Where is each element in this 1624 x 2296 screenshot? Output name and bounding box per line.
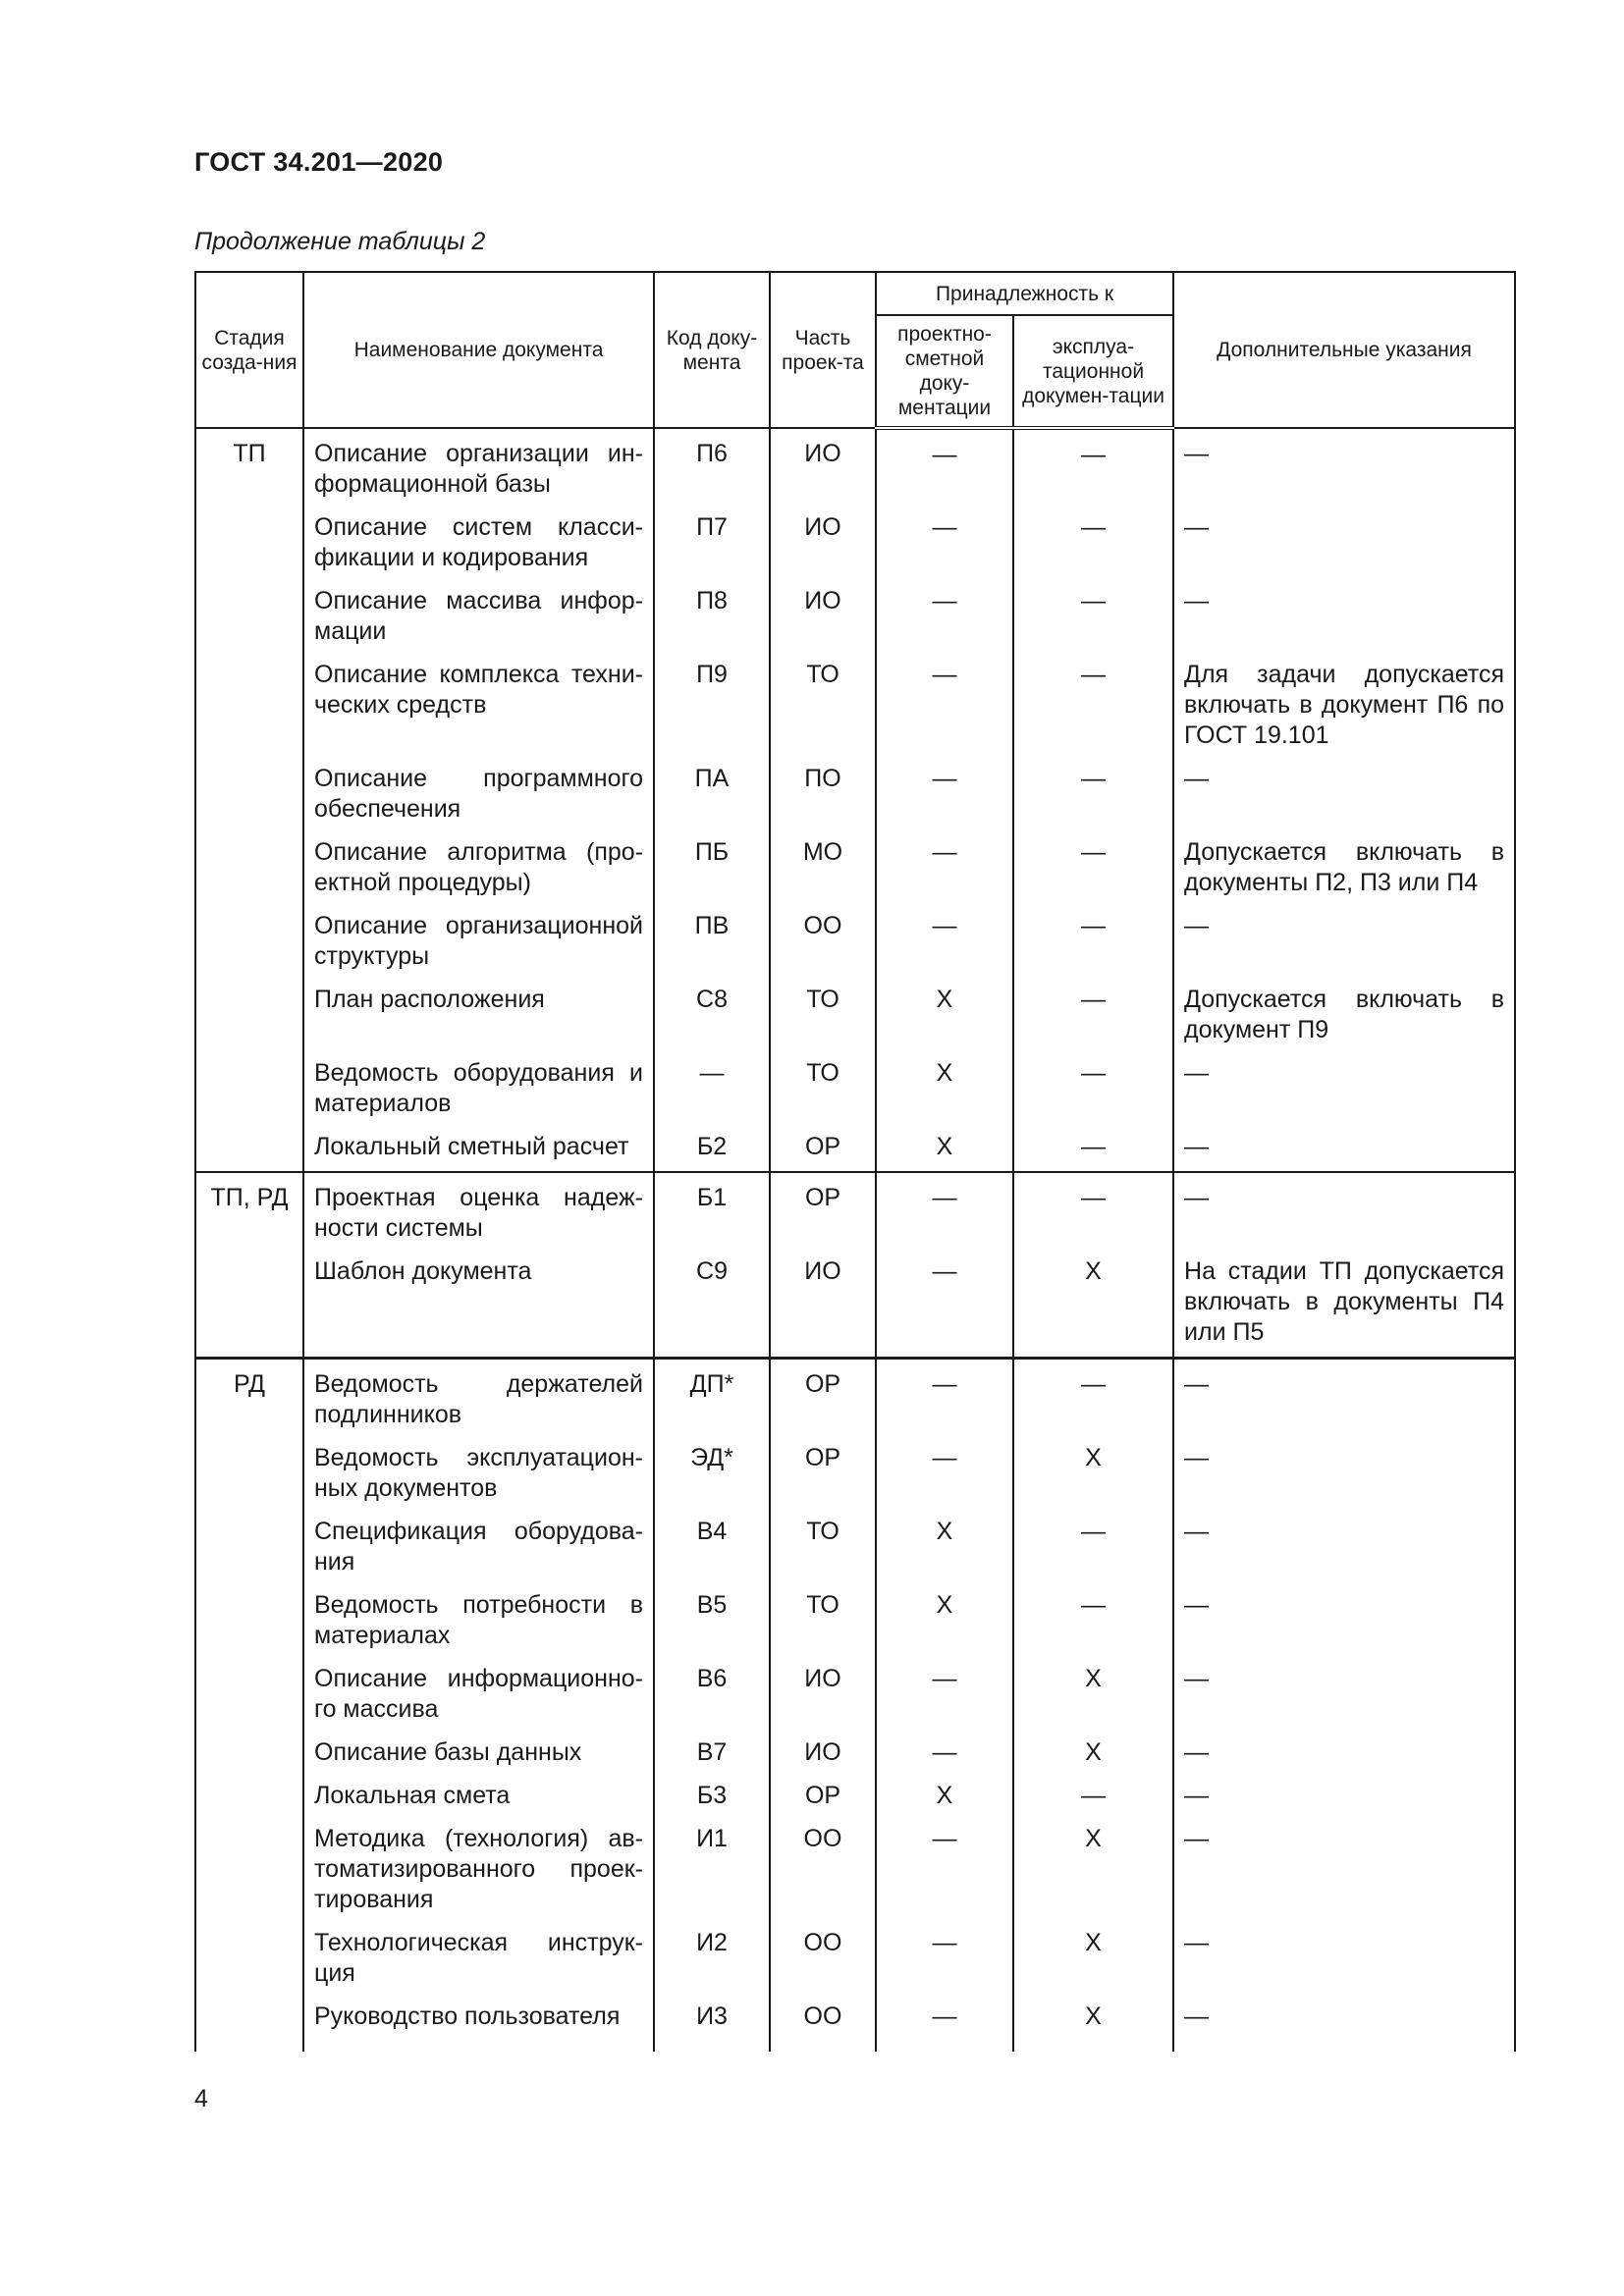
project-part: ОР [770, 1439, 876, 1513]
document-code: — [654, 1054, 770, 1128]
project-part: МО [770, 833, 876, 907]
project-part: ОО [770, 1924, 876, 1998]
additional-notes: — [1173, 1586, 1515, 1660]
additional-notes: — [1173, 1734, 1515, 1777]
project-docs-mark: — [876, 1253, 1013, 1359]
additional-notes: — [1173, 1998, 1515, 2052]
col-header-project-docs: проектно-сметной доку-ментации [876, 315, 1013, 428]
operation-docs-mark: — [1013, 907, 1173, 981]
table-row [195, 1660, 1515, 1734]
table-row [195, 1128, 1515, 1172]
operation-docs-mark: — [1013, 1586, 1173, 1660]
document-code: В7 [654, 1734, 770, 1777]
table-row [195, 1253, 1515, 1359]
operation-docs-mark: — [1013, 428, 1173, 508]
additional-notes: — [1173, 1820, 1515, 1924]
document-name: Шаблон документа [303, 1253, 654, 1359]
document-name: План расположения [303, 981, 654, 1054]
document-name: Описание программного обеспечения [303, 760, 654, 833]
operation-docs-mark: — [1013, 1054, 1173, 1128]
document-code: В5 [654, 1586, 770, 1660]
document-code: ЭД* [654, 1439, 770, 1513]
project-part: ОР [770, 1359, 876, 1440]
additional-notes: — [1173, 760, 1515, 833]
operation-docs-mark: — [1013, 1172, 1173, 1253]
project-part: ОО [770, 907, 876, 981]
operation-docs-mark: — [1013, 1513, 1173, 1586]
document-name: Описание алгоритма (про-ектной процедуры) [303, 833, 654, 907]
col-header-name: Наименование документа [303, 272, 654, 428]
additional-notes: — [1173, 1924, 1515, 1998]
document-name: Описание организационной структуры [303, 907, 654, 981]
document-name: Описание систем класси-фикации и кодирования [303, 508, 654, 582]
project-part: ИО [770, 508, 876, 582]
page-header-title: ГОСТ 34.201—2020 [194, 147, 444, 177]
project-docs-mark: Х [876, 1128, 1013, 1172]
document-code: Б2 [654, 1128, 770, 1172]
project-docs-mark: — [876, 508, 1013, 582]
project-docs-mark: — [876, 1734, 1013, 1777]
document-name: Технологическая инструк-ция [303, 1924, 654, 1998]
document-code: С8 [654, 981, 770, 1054]
table-row [195, 1513, 1515, 1586]
document-name: Описание комплекса техни-ческих средств [303, 656, 654, 760]
document-code: П6 [654, 428, 770, 508]
table-row [195, 1820, 1515, 1924]
document-name: Ведомость держателей подлинников [303, 1359, 654, 1440]
col-header-code: Код доку-мента [654, 272, 770, 428]
project-part: ИО [770, 1734, 876, 1777]
document-code: П9 [654, 656, 770, 760]
table-row [195, 833, 1515, 907]
operation-docs-mark: Х [1013, 1660, 1173, 1734]
project-docs-mark: — [876, 1439, 1013, 1513]
project-docs-mark: Х [876, 1777, 1013, 1820]
project-docs-mark: — [876, 907, 1013, 981]
operation-docs-mark: Х [1013, 1820, 1173, 1924]
document-code: П8 [654, 582, 770, 656]
operation-docs-mark: — [1013, 508, 1173, 582]
table-row [195, 428, 1515, 508]
project-docs-mark: — [876, 1998, 1013, 2052]
operation-docs-mark: Х [1013, 1734, 1173, 1777]
stage-cell: ТП, РД [195, 1172, 303, 1359]
project-part: ОО [770, 1998, 876, 2052]
table-row [195, 1586, 1515, 1660]
document-name: Описание базы данных [303, 1734, 654, 1777]
document-name: Методика (технология) ав-томатизированного проек-тирования [303, 1820, 654, 1924]
operation-docs-mark: — [1013, 1128, 1173, 1172]
additional-notes: — [1173, 1660, 1515, 1734]
project-docs-mark: — [876, 1172, 1013, 1253]
additional-notes: На стадии ТП допускается включать в документы П4 или П5 [1173, 1253, 1515, 1359]
additional-notes: — [1173, 582, 1515, 656]
stage-cell: ТП [195, 428, 303, 1172]
project-part: ИО [770, 582, 876, 656]
additional-notes: — [1173, 907, 1515, 981]
project-part: ТО [770, 1513, 876, 1586]
project-docs-mark: — [876, 1820, 1013, 1924]
additional-notes: — [1173, 1359, 1515, 1440]
table-row [195, 760, 1515, 833]
document-code: И2 [654, 1924, 770, 1998]
operation-docs-mark: — [1013, 833, 1173, 907]
project-docs-mark: Х [876, 1513, 1013, 1586]
additional-notes: — [1173, 1172, 1515, 1253]
stage-cell: РД [195, 1359, 303, 2053]
col-header-stage: Стадия созда-ния [195, 272, 303, 428]
table-row [195, 1777, 1515, 1820]
project-docs-mark: — [876, 833, 1013, 907]
document-name: Ведомость оборудования и материалов [303, 1054, 654, 1128]
project-part: ТО [770, 981, 876, 1054]
additional-notes: Для задачи допускается включать в документ П6 по ГОСТ 19.101 [1173, 656, 1515, 760]
project-part: ОР [770, 1172, 876, 1253]
table-row [195, 1172, 1515, 1253]
document-code: ПБ [654, 833, 770, 907]
col-header-belonging: Принадлежность к [876, 272, 1173, 315]
project-docs-mark: — [876, 582, 1013, 656]
table-row [195, 508, 1515, 582]
project-part: ИО [770, 1253, 876, 1359]
document-code: ПВ [654, 907, 770, 981]
project-part: ОР [770, 1777, 876, 1820]
document-code: ДП* [654, 1359, 770, 1440]
project-docs-mark: — [876, 760, 1013, 833]
project-docs-mark: Х [876, 1586, 1013, 1660]
operation-docs-mark: Х [1013, 1439, 1173, 1513]
table-row [195, 1359, 1515, 1440]
operation-docs-mark: — [1013, 1359, 1173, 1440]
table-body [195, 428, 1515, 2052]
project-part: ОО [770, 1820, 876, 1924]
documents-table [194, 271, 1516, 2052]
col-header-operation-docs: эксплуа-тационной докумен-тации [1013, 315, 1173, 428]
operation-docs-mark: Х [1013, 1998, 1173, 2052]
project-part: ИО [770, 428, 876, 508]
project-docs-mark: — [876, 1924, 1013, 1998]
additional-notes: — [1173, 1128, 1515, 1172]
table-row [195, 1734, 1515, 1777]
document-name: Локальный сметный расчет [303, 1128, 654, 1172]
project-part: ТО [770, 656, 876, 760]
document-name: Описание организации ин-формационной базы [303, 428, 654, 508]
document-code: И3 [654, 1998, 770, 2052]
additional-notes: — [1173, 508, 1515, 582]
table-header [195, 272, 1515, 428]
table-caption: Продолжение таблицы 2 [194, 228, 486, 255]
table-row [195, 907, 1515, 981]
project-docs-mark: Х [876, 1054, 1013, 1128]
col-header-part: Часть проек-та [770, 272, 876, 428]
additional-notes: — [1173, 1513, 1515, 1586]
page-number: 4 [194, 2085, 208, 2112]
document-code: И1 [654, 1820, 770, 1924]
document-name: Ведомость эксплуатацион-ных документов [303, 1439, 654, 1513]
document-name: Руководство пользователя [303, 1998, 654, 2052]
project-docs-mark: — [876, 1660, 1013, 1734]
operation-docs-mark: — [1013, 981, 1173, 1054]
operation-docs-mark: — [1013, 656, 1173, 760]
additional-notes: — [1173, 1777, 1515, 1820]
project-docs-mark: Х [876, 981, 1013, 1054]
document-code: В6 [654, 1660, 770, 1734]
col-header-notes: Дополнительные указания [1173, 272, 1515, 428]
table-row [195, 1924, 1515, 1998]
operation-docs-mark: — [1013, 1777, 1173, 1820]
document-name: Проектная оценка надеж-ности системы [303, 1172, 654, 1253]
additional-notes: Допускается включать в документы П2, П3 или П4 [1173, 833, 1515, 907]
project-docs-mark: — [876, 428, 1013, 508]
document-code: ПА [654, 760, 770, 833]
document-code: Б3 [654, 1777, 770, 1820]
project-part: ТО [770, 1054, 876, 1128]
document-code: П7 [654, 508, 770, 582]
table-row [195, 1054, 1515, 1128]
additional-notes: — [1173, 1054, 1515, 1128]
table-row [195, 582, 1515, 656]
project-part: ОР [770, 1128, 876, 1172]
project-part: ИО [770, 1660, 876, 1734]
additional-notes: — [1173, 428, 1515, 508]
project-part: ТО [770, 1586, 876, 1660]
project-docs-mark: — [876, 656, 1013, 760]
document-code: С9 [654, 1253, 770, 1359]
document-name: Ведомость потребности в материалах [303, 1586, 654, 1660]
document-code: В4 [654, 1513, 770, 1586]
document-name: Локальная смета [303, 1777, 654, 1820]
operation-docs-mark: Х [1013, 1924, 1173, 1998]
additional-notes: Допускается включать в документ П9 [1173, 981, 1515, 1054]
project-part: ПО [770, 760, 876, 833]
operation-docs-mark: — [1013, 582, 1173, 656]
table-row [195, 1998, 1515, 2052]
additional-notes: — [1173, 1439, 1515, 1513]
document-name: Спецификация оборудова-ния [303, 1513, 654, 1586]
document-code: Б1 [654, 1172, 770, 1253]
table-row [195, 656, 1515, 760]
document-name: Описание информационно-го массива [303, 1660, 654, 1734]
document-name: Описание массива инфор-мации [303, 582, 654, 656]
table-row [195, 1439, 1515, 1513]
operation-docs-mark: — [1013, 760, 1173, 833]
operation-docs-mark: Х [1013, 1253, 1173, 1359]
project-docs-mark: — [876, 1359, 1013, 1440]
table-row [195, 981, 1515, 1054]
